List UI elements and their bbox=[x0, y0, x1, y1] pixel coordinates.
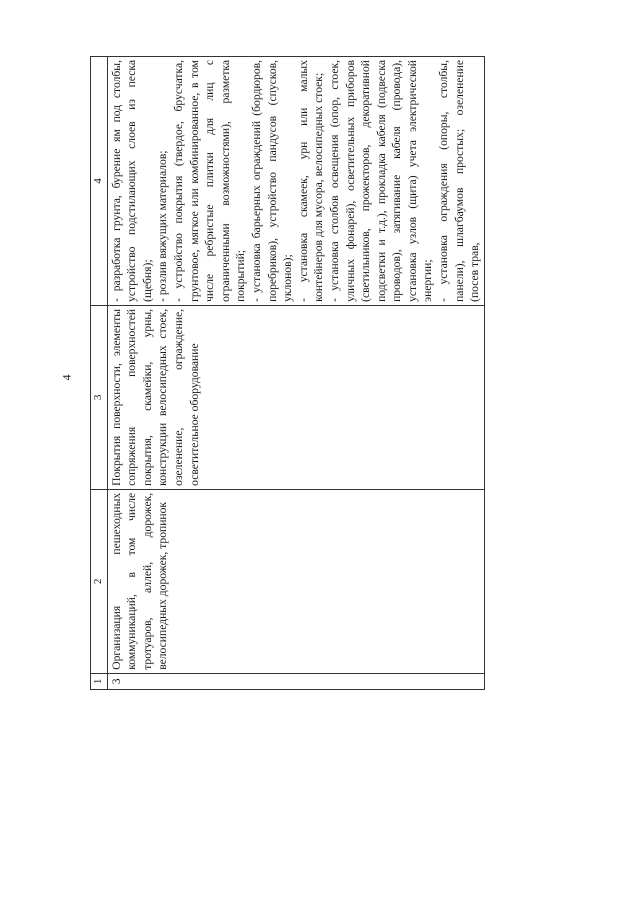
page-number: 4 bbox=[59, 374, 74, 381]
work-item: - установка ограждения (опоры, столбы, панели), шлагбаумов простых; озеленение (посев трав, bbox=[437, 60, 482, 302]
header-col-3: 3 bbox=[91, 305, 108, 489]
header-col-2: 2 bbox=[91, 489, 108, 673]
work-item: - установка скамеек, урн или малых контейнеров для мусора, велосипедных стоек; bbox=[296, 60, 326, 302]
work-item: - устройство покрытия (твердое, брусчатка, грунтовое, мягкое или комбинированное, в том числе ребристые плитки для лиц с ограниченными возможностями), разметка покрытий; bbox=[171, 60, 248, 302]
work-item: - разработка грунта, бурение ям под столбы, устройство подстилающих слоев из песка (щебня); bbox=[109, 60, 154, 302]
work-item: - установка барьерных ограждений (бордюров, поребриков), устройство пандусов (спусков, уклонов); bbox=[249, 60, 295, 302]
row-elements: Покрытия поверхности, элементы сопряжения поверхностей покрытия, скамейки, урны, конструкции велосипедных стоек, озеленение, ограждение, осветительное оборудование bbox=[107, 305, 484, 489]
header-col-4: 4 bbox=[91, 57, 108, 306]
work-item: - розлив вяжущих материалов; bbox=[156, 150, 170, 302]
table-header-row bbox=[91, 57, 108, 690]
work-item: - установка столбов освещения (опор, стоек, уличных фонарей), осветительных приборов (светильников, прожекторов, декоративной подсветки и т.д.), прокладка кабеля (подвеска проводов), затягивание кабеля (провода), установка узлов (щита) учета электрической энергии; bbox=[327, 60, 435, 302]
row-works bbox=[107, 57, 484, 306]
table-row bbox=[107, 57, 484, 690]
works-table bbox=[90, 60, 580, 690]
row-number: 3 bbox=[107, 673, 484, 689]
row-object-type: Организация пешеходных коммуникаций, в том числе тротуаров, аллей, дорожек, велосипедных дорожек, тропинок bbox=[107, 489, 484, 673]
header-col-1: 1 bbox=[91, 673, 108, 689]
